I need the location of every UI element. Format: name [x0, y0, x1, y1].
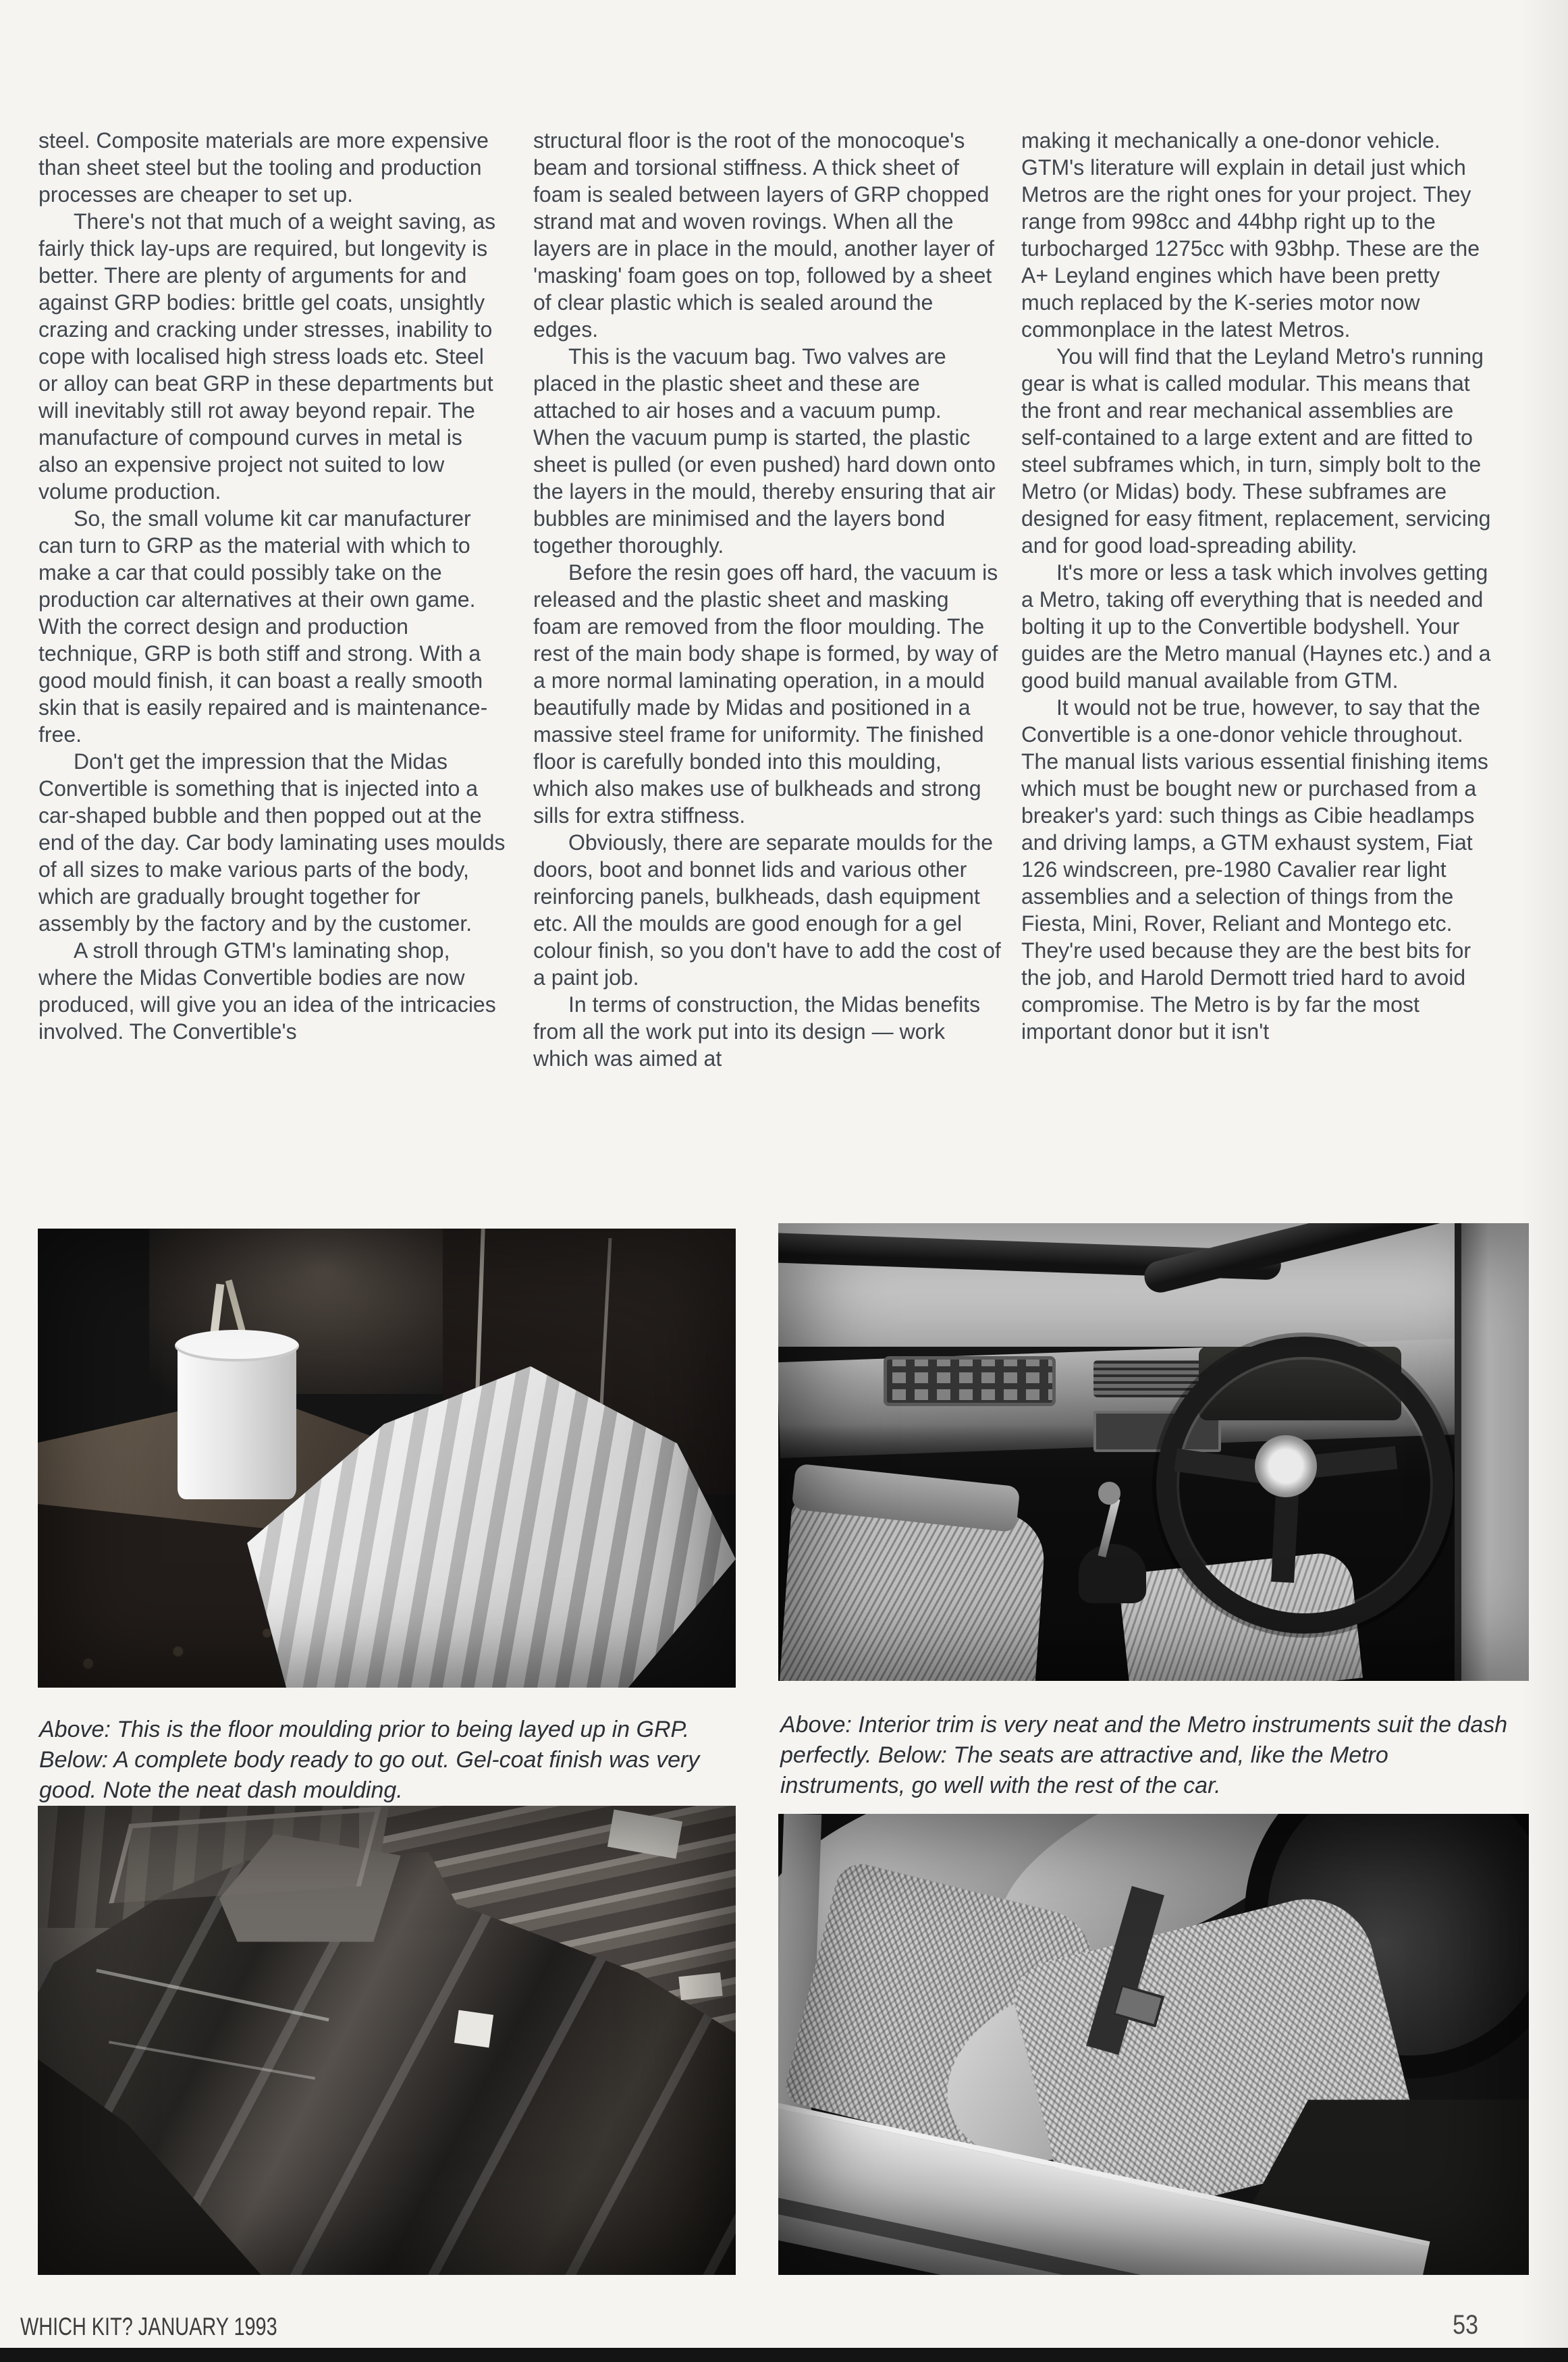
- photo-vignette: [38, 1806, 736, 2275]
- paragraph: Obviously, there are separate moulds for the doors, boot and bonnet lids and various other reinforcing panels, bulkheads, dash equipment etc. All the moulds are good enough for a gel colour finish, so you don't have to add the cost of a paint job.: [533, 830, 1001, 990]
- paragraph: steel. Composite materials are more expensive than sheet steel but the tooling and production processes are cheaper to set up.: [38, 128, 489, 207]
- page-edge-shading: [1521, 0, 1568, 2362]
- paragraph: Don't get the impression that the Midas Convertible is something that is injected into a car-shaped bubble and then popped out at the end of the day. Car body laminating uses moulds of all sizes to make various parts of the body, which are gradually brought together for assembly by the factory and by the customer.: [38, 749, 506, 936]
- paragraph: A stroll through GTM's laminating shop, where the Midas Convertible bodies are now produced, will give you an idea of the intricacies involved. The Convertible's: [38, 938, 496, 1044]
- footer-magazine-title: WHICH KIT? JANUARY 1993: [20, 2313, 277, 2340]
- paragraph: making it mechanically a one-donor vehicle. GTM's literature will explain in detail just which Metros are the right ones for your project. They range from 998cc and 44bhp right up to the turbocharged 1275cc with 93bhp. These are the A+ Leyland engines which have been pretty much replaced by the K-series motor now commonplace in the latest Metros.: [1021, 128, 1480, 342]
- paragraph: So, the small volume kit car manufacturer can turn to GRP as the material with which to make a car that could possibly take on the production car alternatives at their own game. With the correct design and production technique, GRP is both stiff and strong. With a good mould finish, it can boast a really smooth skin that is easily repaired and is maintenance-free.: [38, 506, 488, 747]
- paragraph: It's more or less a task which involves getting a Metro, taking off everything that is needed and bolting it up to the Convertible bodyshell. Your guides are the Metro manual (Haynes etc.) and a good build manual available from GTM.: [1021, 560, 1491, 693]
- photo-dashboard-interior: [778, 1223, 1529, 1681]
- photo-vignette: [778, 1814, 1529, 2275]
- footer-page-number: 53: [1453, 2310, 1478, 2340]
- paragraph: There's not that much of a weight saving, as fairly thick lay-ups are required, but longevity is better. There are plenty of arguments for and against GRP bodies: brittle gel coats, unsightly crazing and cracking under stresses, inability to cope with localised high stress loads etc. Steel or alloy can beat GRP in these departments but will inevitably still rot away beyond repair. The manufacture of compound curves in metal is also an expensive project not suited to low volume production.: [38, 209, 496, 504]
- photo-vignette: [38, 1229, 736, 1688]
- paragraph: Before the resin goes off hard, the vacuum is released and the plastic sheet and masking foam are removed from the floor moulding. The rest of the main body shape is formed, by way of a more normal laminating operation, in a mould beautifully made by Midas and positioned in a massive steel frame for uniformity. The finished floor is carefully bonded into this moulding, which also makes use of bulkheads and strong sills for extra stiffness.: [533, 560, 998, 828]
- paragraph: This is the vacuum bag. Two valves are placed in the plastic sheet and these are attached to air hoses and a vacuum pump. When the vacuum pump is started, the plastic sheet is pulled (or even pushed) hard down onto the layers in the mould, thereby ensuring that air bubbles are minimised and the layers bond together thoroughly.: [533, 344, 996, 558]
- article-column-1: [38, 127, 507, 1045]
- paragraph: In terms of construction, the Midas benefits from all the work put into its design — work which was aimed at: [533, 992, 981, 1071]
- photo-body-shell: [38, 1806, 736, 2275]
- photo-floor-moulding: [38, 1229, 736, 1688]
- photo-vignette: [778, 1223, 1529, 1681]
- paragraph: You will find that the Leyland Metro's running gear is what is called modular. This means that the front and rear mechanical assemblies are self-contained to a large extent and are fitted to steel subframes which, in turn, simply bolt to the Metro (or Midas) body. These subframes are designed for easy fitment, replacement, servicing and for good load-spreading ability.: [1021, 344, 1491, 558]
- paragraph: It would not be true, however, to say that the Convertible is a one-donor vehicle throughout. The manual lists various essential finishing items which must be bought new or purchased from a breaker's yard: such things as Cibie headlamps and driving lamps, a GTM exhaust system, Fiat 126 windscreen, pre-1980 Cavalier rear light assemblies and a selection of things from the Fiesta, Mini, Rover, Reliant and Montego etc. They're used because they are the best bits for the job, and Harold Dermott tried hard to avoid compromise. The Metro is by far the most important donor but it isn't: [1021, 695, 1488, 1044]
- caption-left: Above: This is the floor moulding prior to being layed up in GRP. Below: A complete body ready to go out. Gel-coat finish was very good. Note the neat dash moulding.: [39, 1717, 700, 1803]
- paragraph: structural floor is the root of the monocoque's beam and torsional stiffness. A thick sheet of foam is sealed between layers of GRP chopped strand mat and woven rovings. When all the layers are in place in the mould, another layer of 'masking' foam goes on top, followed by a sheet of clear plastic which is sealed around the edges.: [533, 128, 995, 342]
- caption-right: Above: Interior trim is very neat and the Metro instruments suit the dash perfectly. Below: The seats are attractive and, like the Metro instruments, go well with the rest of the car.: [780, 1712, 1508, 1798]
- bottom-black-bar: [0, 2348, 1568, 2362]
- photo-seats: [778, 1814, 1529, 2275]
- article-column-2: [533, 127, 1002, 1072]
- article-column-3: [1021, 127, 1494, 1045]
